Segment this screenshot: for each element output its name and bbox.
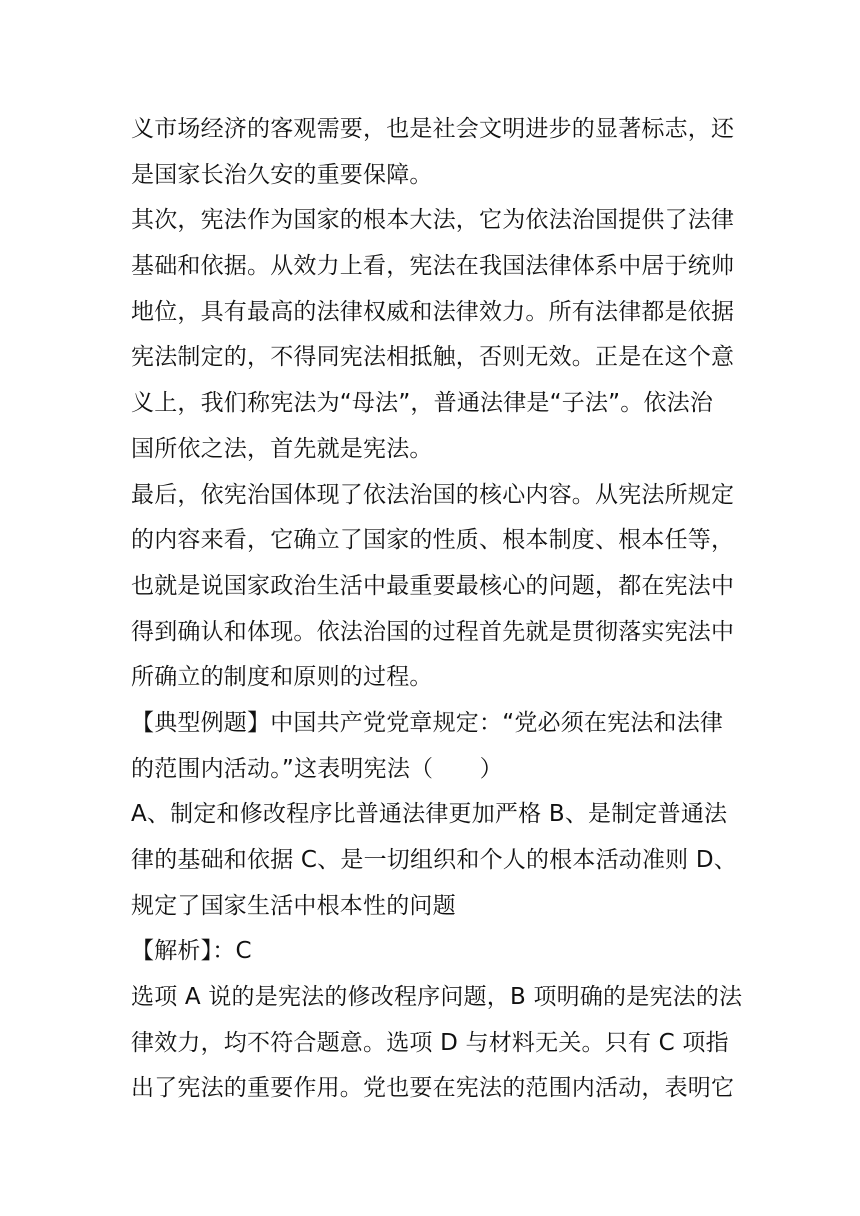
text-line: 宪法制定的，不得同宪法相抵触，否则无效。正是在这个意 <box>131 344 735 371</box>
text-line: 得到确认和体现。依法治国的过程首先就是贯彻落实宪法中 <box>131 618 735 645</box>
text-line: 是国家长治久安的重要保障。 <box>131 161 433 188</box>
text-line: 律效力，均不符合题意。选项 D 与材料无关。只有 C 项指 <box>131 1029 729 1056</box>
text-line: 最后，依宪治国体现了依法治国的核心内容。从宪法所规定 <box>131 481 735 508</box>
text-line: 所确立的制度和原则的过程。 <box>131 664 433 691</box>
text-line: 其次，宪法作为国家的根本大法，它为依法治国提供了法律 <box>131 207 735 234</box>
text-line: 选项 A 说的是宪法的修改程序问题，B 项明确的是宪法的法 <box>131 984 743 1011</box>
text-line: 的范围内活动。”这表明宪法（ ） <box>131 755 503 782</box>
text-line: 出了宪法的重要作用。党也要在宪法的范围内活动，表明它 <box>131 1075 735 1102</box>
text-line: 国所依之法，首先就是宪法。 <box>131 435 433 462</box>
text-line: 义市场经济的客观需要，也是社会文明进步的显著标志，还 <box>131 116 735 142</box>
analysis-heading-line: 【解析】：C <box>131 938 252 965</box>
option-line: 规定了国家生活中根本性的问题 <box>131 892 456 919</box>
text-line: 基础和依据。从效力上看，宪法在我国法律体系中居于统帅 <box>131 253 735 280</box>
text-line: 地位，具有最高的法律权威和法律效力。所有法律都是依据 <box>131 298 735 325</box>
text-line: 义上，我们称宪法为“母法”，普通法律是“子法”。依法治 <box>131 390 714 417</box>
document-body <box>131 107 743 1112</box>
example-heading-line: 【典型例题】中国共产党党章规定：“党必须在宪法和法律 <box>131 709 724 736</box>
text-line: 的内容来看，它确立了国家的性质、根本制度、根本任等， <box>131 527 735 554</box>
option-line: 律的基础和依据 C、是一切组织和个人的根本活动准则 D、 <box>131 847 737 873</box>
text-line: 也就是说国家政治生活中最重要最核心的问题，都在宪法中 <box>131 572 735 599</box>
option-line: A、制定和修改程序比普通法律更加严格 B、是制定普通法 <box>131 801 728 828</box>
